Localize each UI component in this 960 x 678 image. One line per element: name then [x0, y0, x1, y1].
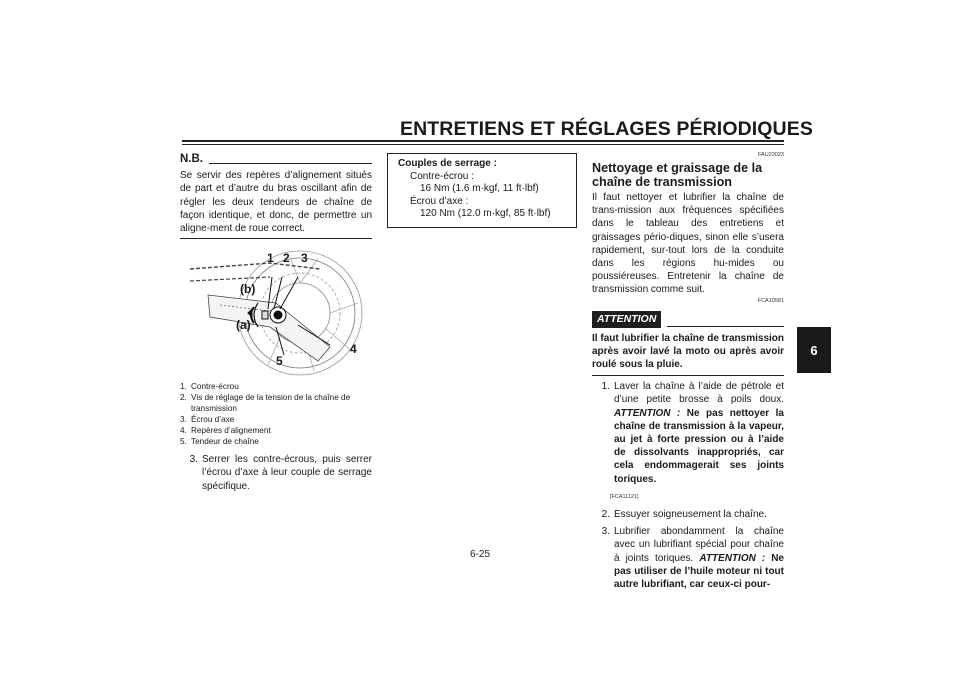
legend-text: Contre-écrou: [191, 382, 239, 392]
chapter-tab: 6: [797, 327, 831, 373]
legend-item: [180, 425, 372, 436]
reference-code: FCA10581: [757, 297, 784, 304]
list-text: [614, 525, 784, 591]
legend-text: Vis de réglage de la tension de la chaîne de transmission: [191, 393, 351, 414]
inline-attention-label: ATTENTION :: [699, 552, 766, 564]
list-number: 2.: [601, 509, 610, 521]
attention-badge: ATTENTION: [592, 311, 661, 328]
callout-b: (b): [240, 282, 256, 297]
title-rule: [182, 140, 784, 142]
page-number: 6-25: [469, 549, 490, 560]
list-item: [592, 508, 784, 521]
torque-item-label: Contre-écrou :: [410, 170, 474, 182]
nb-end-rule: [180, 238, 372, 239]
legend-item: [180, 381, 372, 392]
legend-text: Écrou d’axe: [191, 415, 235, 425]
list-item: [592, 525, 784, 591]
inline-attention-text: Ne pas nettoyer la chaîne de transmission à la vapeur, au jet à forte pression ou à l’aide de dissolvants inappropriés, car cela endommagerait ses joints toriques.: [614, 407, 784, 485]
attention-text: Il faut lubrifier la chaîne de transmission après avoir lavé la moto ou après avoir roulé sous la pluie.: [592, 332, 784, 371]
torque-box-title: Couples de serrage :: [398, 158, 497, 169]
list-text-main: Laver la chaîne à l’aide de pétrole et d’une petite brosse à poils doux.: [614, 381, 784, 406]
section-title: Nettoyage et graissage de la chaîne de transmission: [592, 161, 763, 189]
callout-5: 5: [276, 354, 283, 369]
legend-number: 4.: [180, 426, 187, 436]
legend-text: Repères d’alignement: [191, 426, 271, 436]
list-text: [614, 380, 784, 486]
legend-item: [180, 392, 372, 414]
list-text: Essuyer soigneusement la chaîne.: [614, 509, 767, 521]
reference-code: FAU23023: [758, 152, 784, 158]
step-3: [180, 453, 372, 493]
right-column: [592, 152, 784, 591]
callout-4: 4: [350, 342, 357, 357]
nb-text: Se servir des repères d’alignement situés de part et d’autre du bras oscillant afin de régler les deux tendeurs de chaîne de façon identique, et donc, de permettre un aligne-ment de roue correct.: [180, 170, 372, 235]
legend-number: 1.: [180, 382, 187, 392]
page-title: ENTRETIENS ET RÉGLAGES PÉRIODIQUES: [400, 118, 813, 140]
legend-number: 2.: [180, 393, 187, 403]
list-text-main: Lubrifier abondamment la chaîne avec un lubrifiant spécial pour chaîne à joints toriques.: [614, 526, 784, 564]
callout-2: 2: [283, 251, 290, 266]
callout-3: 3: [301, 251, 308, 266]
title-rule-thin: [182, 144, 784, 145]
attention-heading: [592, 311, 784, 328]
legend-item: [180, 414, 372, 425]
torque-item-value: 120 Nm (12.0 m·kgf, 85 ft·lbf): [420, 208, 551, 220]
nb-heading-rule: [209, 163, 372, 164]
torque-item-label: Écrou d’axe :: [410, 195, 469, 207]
nb-heading: [180, 153, 372, 166]
list-number: 1.: [601, 381, 610, 393]
nb-label: N.B.: [180, 153, 203, 165]
inline-attention-label: ATTENTION :: [614, 407, 681, 419]
legend-number: 3.: [180, 415, 187, 425]
figure-legend: [180, 381, 372, 447]
list-number: 3.: [601, 526, 610, 538]
reference-code: [FCA11121]: [610, 493, 639, 500]
middle-column: [387, 153, 577, 228]
section-intro: Il faut nettoyer et lubrifier la chaîne de trans-mission aux fréquences spécifiées dans le tableau des entretiens et graissages pério-diques, sinon elle s’usera rapidement, sur-tout lors de la conduite dans les régions hu-mides ou poussiéreuses. Entretenir la chaîne de transmission comme suit.: [592, 192, 784, 296]
step-number: 3.: [189, 454, 198, 466]
torque-item-value: 16 Nm (1.6 m·kgf, 11 ft·lbf): [420, 183, 539, 195]
legend-number: 5.: [180, 437, 187, 447]
torque-spec-box: [387, 153, 577, 228]
step-text: Serrer les contre-écrous, puis serrer l’écrou d’axe à leur couple de serrage spécifique.: [202, 454, 372, 492]
inline-attention-text: Ne pas utiliser de l’huile moteur ni tout autre lubrifiant, car ceux-ci pour-: [614, 552, 784, 591]
attention-heading-rule: [667, 326, 784, 327]
chain-adjuster-illustration: [180, 247, 372, 377]
left-column: [180, 153, 372, 493]
legend-item: [180, 436, 372, 447]
callout-a: (a): [236, 318, 251, 333]
list-item: [592, 380, 784, 486]
attention-end-rule: [592, 375, 784, 376]
legend-text: Tendeur de chaîne: [191, 437, 259, 447]
callout-1: 1: [267, 251, 274, 266]
